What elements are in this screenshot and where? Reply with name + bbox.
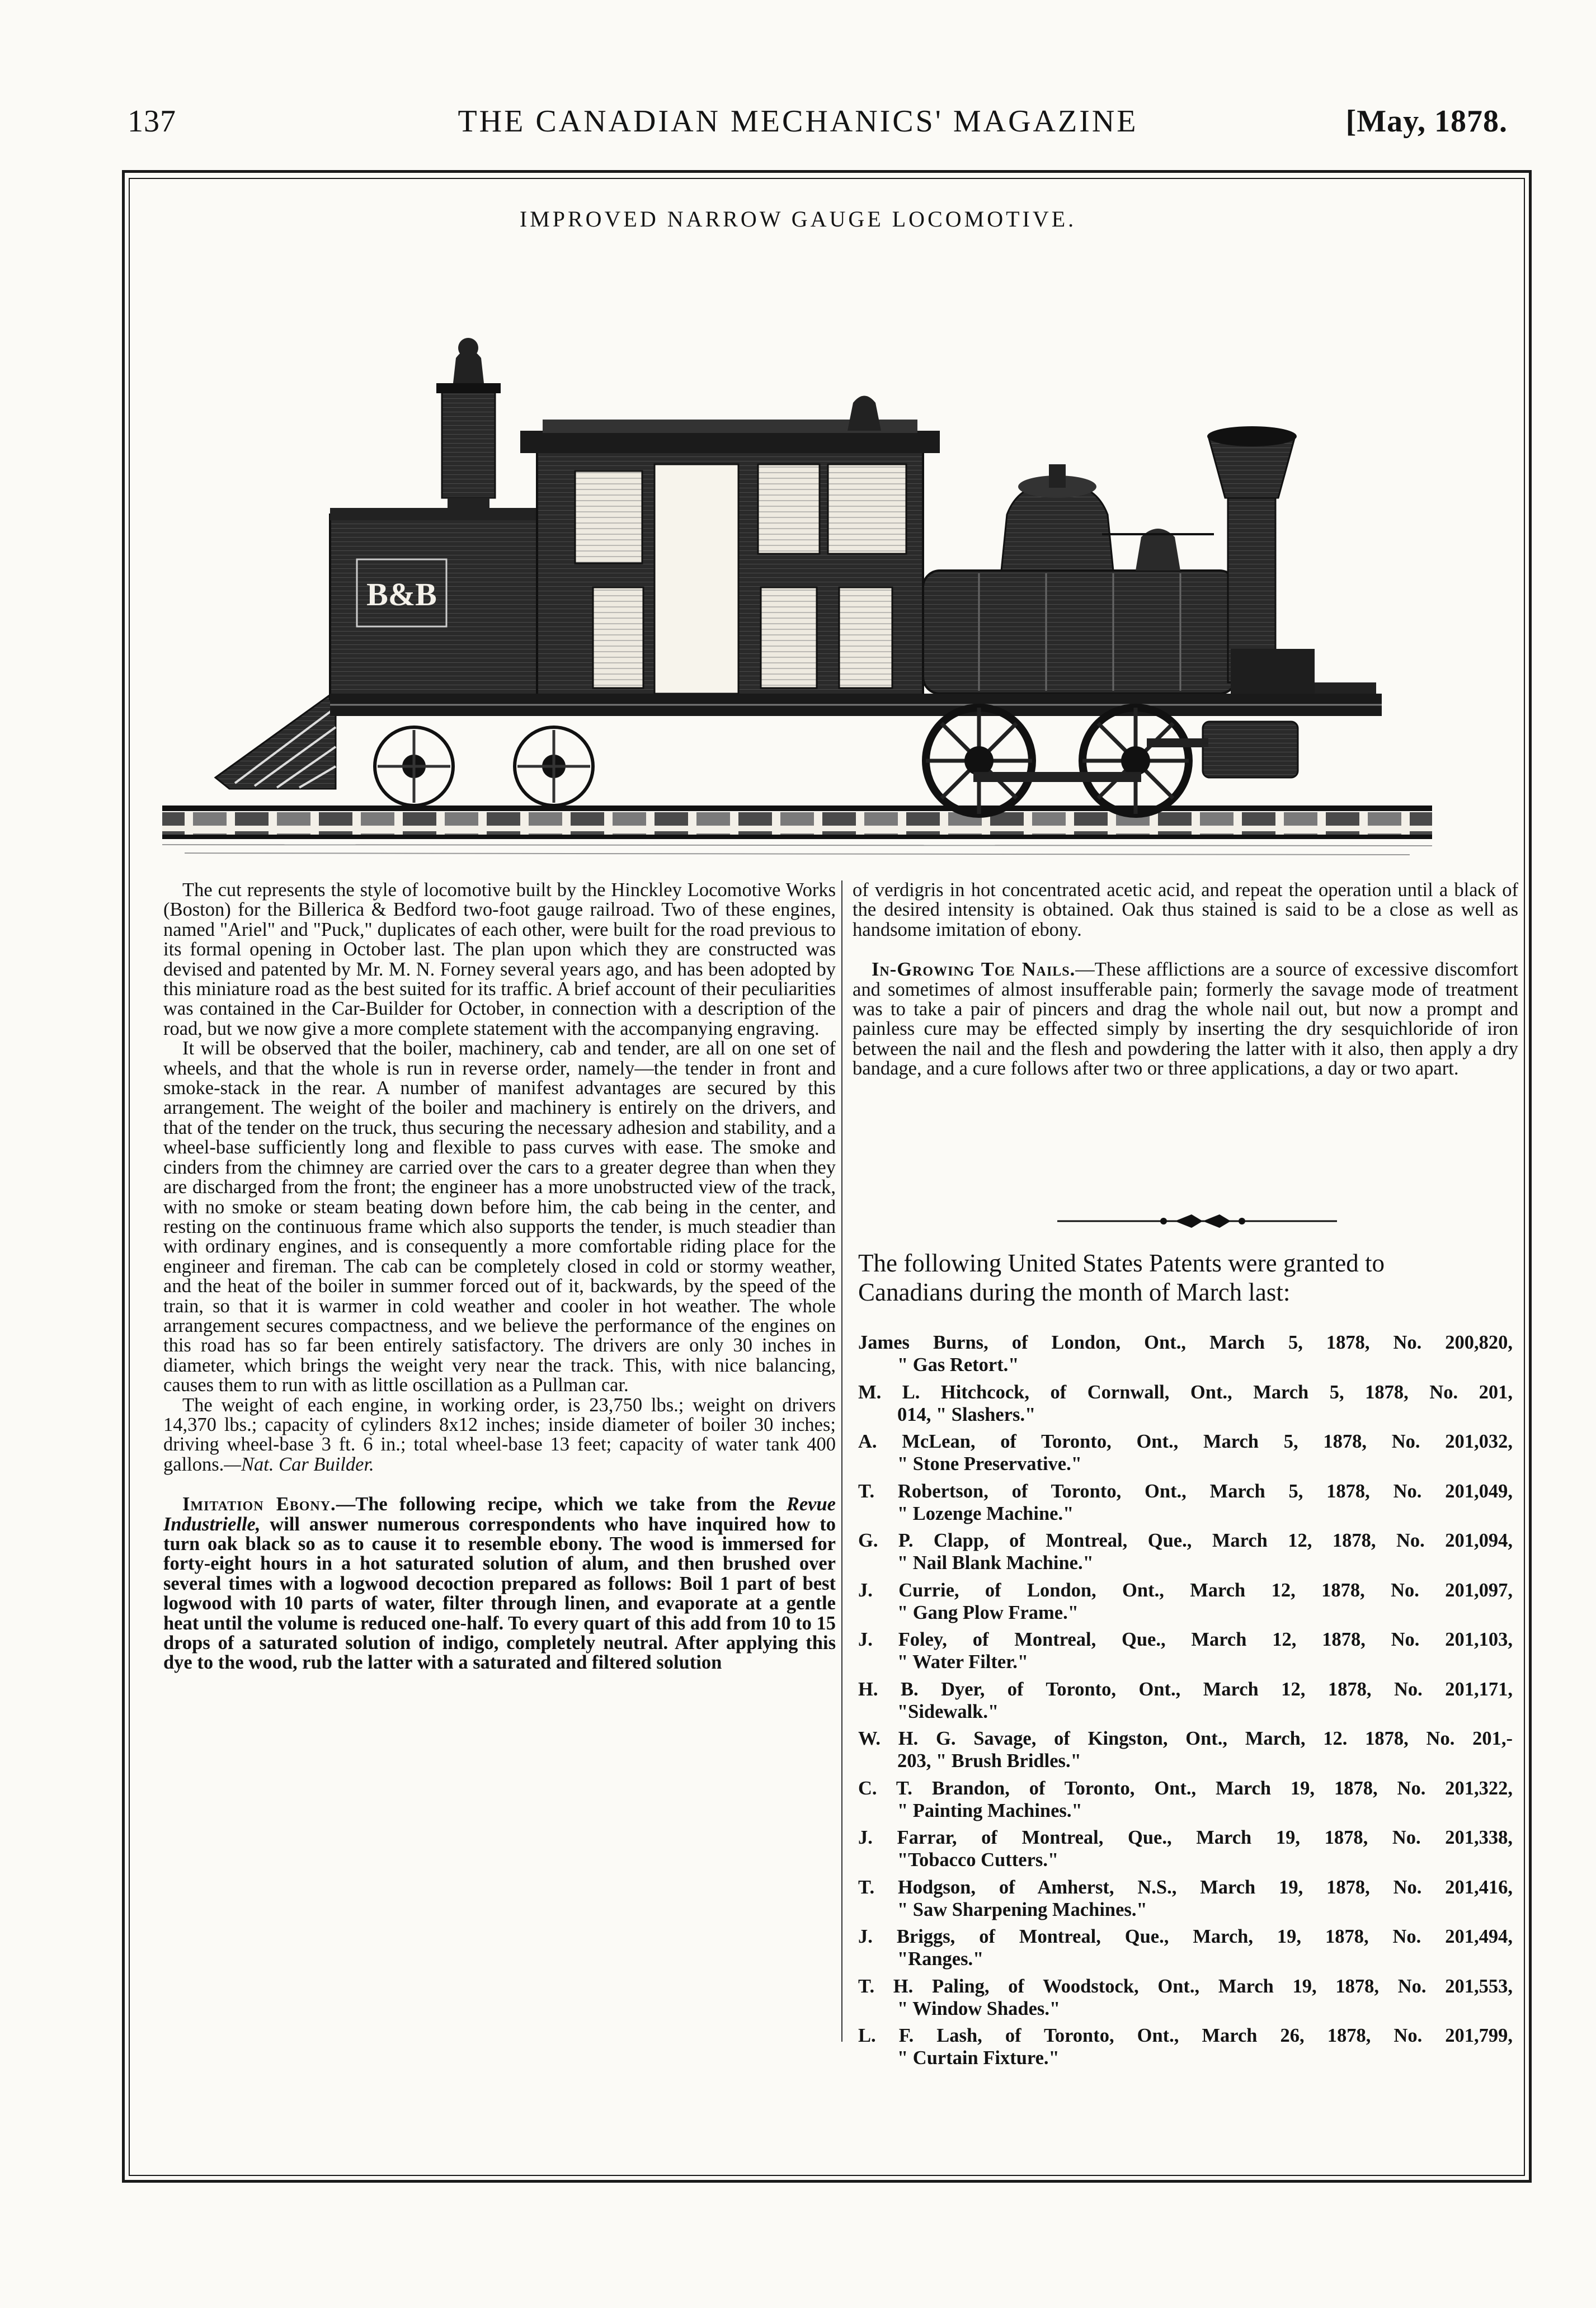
patent-entry	[858, 1678, 1513, 1723]
patent-entry-invention: "Sidewalk."	[897, 1701, 999, 1722]
ebony-body: will answer numerous correspondents who have inquired how to turn oak black so as to cause it to resemble ebony. The wood is immersed for forty-eight hours in a hot saturated solution of alum, and then brushed over several times with a logwood decoction prepared as follows: Boil 1 part of best logwood with 10 parts of water, filter through linen, and evaporate at a gentle heat until the volume is reduced one-half. To every quart of this add from 10 to 15 drops of a saturated solution of indigo, completely neutral. After applying this dye to the wood, rub the latter with a saturated and filtered solution	[163, 1513, 836, 1674]
patent-entry-invention: " Gas Retort."	[897, 1354, 1019, 1376]
locomotive-paragraph-3	[163, 1396, 836, 1475]
patent-entry-details: J. Currie, of London, Ont., March 12, 1878, No. 201,097,	[858, 1579, 1513, 1601]
patent-entry-details: H. B. Dyer, of Toronto, Ont., March 12, 1878, No. 201,171,	[858, 1678, 1513, 1700]
patent-entry	[858, 1331, 1513, 1376]
patent-entry-invention: " Water Filter."	[897, 1651, 1029, 1673]
patents-intro	[858, 1249, 1513, 1307]
patent-entry-details: M. L. Hitchcock, of Cornwall, Ont., March 5, 1878, No. 201,	[858, 1381, 1513, 1403]
patent-entry-details: L. F. Lash, of Toronto, Ont., March 26, 1878, No. 201,799,	[858, 2025, 1513, 2046]
figure-title: IMPROVED NARROW GAUGE LOCOMOTIVE.	[519, 206, 1077, 232]
locomotive-engraving	[151, 201, 1443, 873]
patent-entry-invention: " Nail Blank Machine."	[897, 1552, 1094, 1574]
patent-entry-details: J. Farrar, of Montreal, Que., March 19, 1878, No. 201,338,	[858, 1827, 1513, 1848]
patent-entry	[858, 1381, 1513, 1426]
patent-entry-invention: " Curtain Fixture."	[897, 2047, 1060, 2069]
ebony-continued: of verdigris in hot concentrated acetic acid, and repeat the operation until a black of the desired intensity is obtained. Oak thus stained is said to be a close as well as handsome imitation of ebony.	[853, 879, 1518, 940]
patent-entry	[858, 1628, 1513, 1673]
ebony-journal: Revue Industrielle,	[163, 1494, 836, 1535]
patent-entry	[858, 1727, 1513, 1772]
patents-intro-line-2: Canadians during the month of March last:	[858, 1278, 1291, 1306]
patent-entry	[858, 1430, 1513, 1475]
patent-entry-invention: " Painting Machines."	[897, 1800, 1082, 1821]
patent-entry	[858, 1876, 1513, 1921]
patent-entry	[858, 2024, 1513, 2069]
patent-entry-invention: " Gang Plow Frame."	[897, 1602, 1079, 1623]
patent-entry-details: C. T. Brandon, of Toronto, Ont., March 19, 1878, No. 201,322,	[858, 1777, 1513, 1799]
patent-entry-invention: " Saw Sharpening Machines."	[897, 1899, 1147, 1920]
magazine-title: THE CANADIAN MECHANICS' MAGAZINE	[458, 104, 1138, 139]
right-column	[853, 880, 1518, 1079]
patent-entry-details: A. McLean, of Toronto, Ont., March 5, 1878, No. 201,032,	[858, 1431, 1513, 1452]
patent-entry	[858, 1529, 1513, 1574]
patent-entry-details: J. Briggs, of Montreal, Que., March, 19, 1878, No. 201,494,	[858, 1926, 1513, 1947]
patent-entry-details: J. Foley, of Montreal, Que., March 12, 1878, No. 201,103,	[858, 1629, 1513, 1650]
patent-entry-invention: 203, " Brush Bridles."	[897, 1750, 1081, 1772]
patents-intro-line-1: The following United States Patents were granted to	[858, 1249, 1385, 1277]
patent-entry	[858, 1480, 1513, 1525]
ebony-paragraph	[163, 1495, 836, 1673]
patent-entry-invention: " Lozenge Machine."	[897, 1502, 1074, 1524]
patent-entry-invention: " Stone Preservative."	[897, 1453, 1082, 1475]
toenails-body: —These afflictions are a source of excessive discomfort and sometimes of almost insufferable pain; formerly the savage mode of treatment was to take a pair of pincers and drag the whole nail out, but now a prompt and painless cure may be effected simply by inserting the dry sesquichloride of iron between the nail and the flesh and powdering the latter with it also, then apply a dry bandage, and a cure follows after two or three applications, a day or two apart.	[853, 959, 1518, 1080]
patent-entry	[858, 1826, 1513, 1871]
patent-entry	[858, 1579, 1513, 1624]
locomotive-specs: The weight of each engine, in working order, is 23,750 lbs.; weight on drivers 14,370 lbs.; capacity of cylinders 8x12 inches; inside diameter of boiler 30 inches; driving wheel-base 3 ft. 6 in.; total wheel-base 13 feet; capacity of water tank 400 gallons.	[163, 1394, 836, 1475]
ebony-heading: Imitation Ebony.	[182, 1494, 336, 1515]
ebony-body-start: —The following recipe, which we take from the	[336, 1494, 787, 1515]
patent-entry-invention: "Tobacco Cutters."	[897, 1849, 1059, 1871]
patent-entry-details: W. H. G. Savage, of Kingston, Ont., March, 12. 1878, No. 201,-	[858, 1728, 1513, 1749]
patent-entry-details: T. Robertson, of Toronto, Ont., March 5, 1878, No. 201,049,	[858, 1480, 1513, 1502]
locomotive-source: —Nat. Car Builder.	[224, 1453, 374, 1475]
locomotive-paragraph-2: It will be observed that the boiler, machinery, cab and tender, are all on one set of wheels, and that the whole is run in reverse order, namely—the tender in front and smoke-stack in the rear. A number of manifest advantages are secured by this arrangement. The weight of the boiler and machinery is entirely on the drivers, and that of the tender on the truck, thus securing the necessary adhesion and stability, and a wheel-base sufficiently long and flexible to pass curves with ease. The smoke and cinders from the chimney are carried over the cars to a greater degree than when they are discharged from the front; the engineer has a more unobstructed view of the track, with no smoke or steam beating down before him, the cab being in the center, and resting on the continuous frame which also supports the tender, is much steadier than with ordinary engines, and is consequently a more comfortable riding place for the engineer and fireman. The cab can be completely closed in cold or stormy weather, and the heat of the boiler in summer forced out of it, backwards, by the speed of the train, so that it is warmer in cold weather and cooler in hot weather. The whole arrangement secures compactness, and we believe the performance of the engines on this road has so far been entirely satisfactory. The drivers are only 30 inches in diameter, which brings the weight very near the track. This, with nice balancing, causes them to run with as little oscillation as a Pullman car.	[163, 1038, 836, 1396]
patent-entry-invention: "Ranges."	[897, 1948, 984, 1970]
patent-entry-details: James Burns, of London, Ont., March 5, 1878, No. 200,820,	[858, 1332, 1513, 1353]
cab-lettering: B&B	[366, 576, 437, 613]
patent-entry-details: T. Hodgson, of Amherst, N.S., March 19, 1878, No. 201,416,	[858, 1876, 1513, 1898]
issue-date: [May, 1878.	[1345, 104, 1508, 139]
patent-entry	[858, 1925, 1513, 1970]
patent-entry	[858, 1777, 1513, 1822]
section-divider-ornament	[1052, 1210, 1343, 1232]
patent-entry-details: T. H. Paling, of Woodstock, Ont., March 19, 1878, No. 201,553,	[858, 1975, 1513, 1997]
locomotive-paragraph-1: The cut represents the style of locomotive built by the Hinckley Locomotive Works (Boston) for the Billerica & Bedford two-foot gauge railroad. Two of these engines, named "Ariel" and "Puck," duplicates of each other, were built for the road previous to its formal opening in October last. The plan upon which they are constructed was devised and patented by Mr. M. N. Forney several years ago, and has been adopted by this miniature road as the best suited for its traffic. A brief account of their peculiarities was contained in the Car-Builder for October, in connection with a description of the road, but we now give a more complete statement with the accompanying engraving.	[163, 879, 836, 1039]
patent-entry-details: G. P. Clapp, of Montreal, Que., March 12, 1878, No. 201,094,	[858, 1530, 1513, 1551]
toenails-paragraph	[853, 960, 1518, 1078]
patent-entry-invention: " Window Shades."	[897, 1998, 1061, 2019]
page-number: 137	[128, 104, 176, 139]
patent-entry-invention: 014, " Slashers."	[897, 1403, 1036, 1425]
toenails-heading: In-Growing Toe Nails.	[872, 959, 1076, 981]
patent-entry	[858, 1975, 1513, 2020]
column-rule	[841, 880, 842, 2042]
left-column	[163, 880, 836, 1673]
